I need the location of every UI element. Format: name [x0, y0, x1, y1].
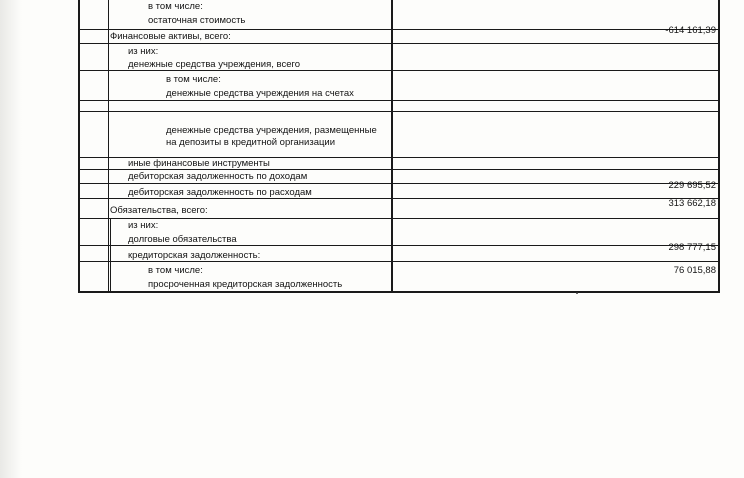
table-row: [78, 199, 720, 219]
table-row: [78, 71, 720, 101]
table-row: [78, 44, 720, 71]
row-value: 313 662,18: [668, 198, 716, 209]
table-row: [78, 170, 720, 184]
table-row: [78, 101, 720, 112]
table-row: [78, 158, 720, 170]
financial-report-table: [78, 0, 720, 293]
row-label-line: долговые обязательства: [128, 234, 237, 245]
row-label-line: иные финансовые инструменты: [128, 158, 270, 169]
table-row: [78, 219, 720, 246]
row-value: -614 161,39: [665, 25, 716, 36]
column-divider: [108, 0, 109, 293]
table-row: [78, 180, 720, 199]
table-row: [78, 0, 720, 30]
table-row: [78, 25, 720, 44]
row-label-line: денежные средства учреждения, размещенные: [166, 125, 377, 136]
row-label-line: кредиторская задолженность:: [128, 250, 261, 261]
row-label-line: из них:: [128, 46, 159, 57]
row-label-line: из них:: [128, 220, 159, 231]
table-row: [78, 262, 720, 293]
row-label-line: на депозиты в кредитной организации: [166, 137, 336, 148]
table-left-border: [78, 0, 80, 293]
row-value: 229 695,52: [668, 180, 716, 191]
row-label-line: Финансовые активы, всего:: [110, 31, 231, 42]
table-row: [78, 112, 720, 158]
column-divider: [391, 0, 393, 293]
row-value: 76 015,88: [673, 265, 716, 276]
row-label-line: остаточная стоимость: [148, 15, 246, 26]
row-label-line: в том числе:: [148, 1, 203, 12]
indent-divider: [110, 219, 111, 293]
row-label-line: денежные средства учреждения, всего: [128, 59, 301, 70]
table-row: [78, 242, 720, 262]
scan-edge-shadow: [0, 0, 22, 478]
row-label-line: в том числе:: [148, 265, 203, 276]
row-label-line: в том числе:: [166, 74, 221, 85]
row-label-line: Обязательства, всего:: [110, 205, 208, 216]
row-label-line: просроченная кредиторская задолженность: [148, 279, 343, 290]
scan-speck: [576, 292, 578, 294]
row-value: 298 777,15: [668, 242, 716, 253]
table-right-border: [718, 0, 720, 293]
row-label-line: дебиторская задолженность по доходам: [128, 171, 308, 182]
row-label-line: дебиторская задолженность по расходам: [128, 187, 312, 198]
row-label-line: денежные средства учреждения на счетах: [166, 88, 354, 99]
